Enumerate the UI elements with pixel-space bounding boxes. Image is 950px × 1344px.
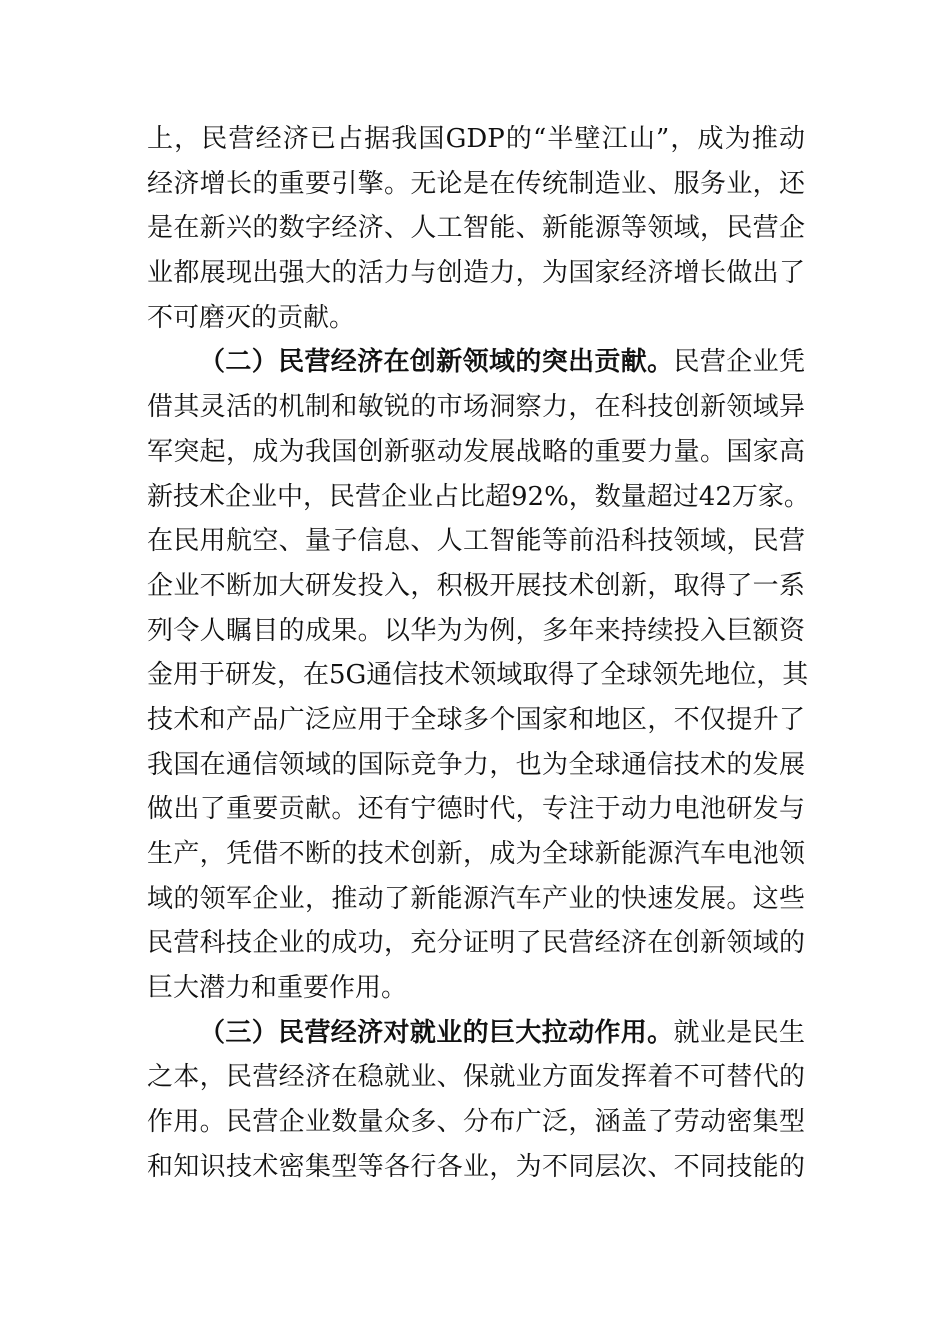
paragraph-text: 就业是民生 [673,1017,805,1048]
paragraph-line: 做出了重要贡献。还有宁德时代，专注于动力电池研发与 [147,794,805,825]
paragraph-line: 域的领军企业，推动了新能源汽车产业的快速发展。这些 [147,883,805,914]
paragraph-line: 巨大潜力和重要作用。 [147,973,408,1004]
paragraph-line: 在民用航空、量子信息、人工智能等前沿科技领域，民营 [147,526,805,557]
paragraph-line: 之本，民营经济在稳就业、保就业方面发挥着不可替代的 [147,1062,805,1093]
section-heading-line [147,1011,805,1056]
paragraph-line: 军突起，成为我国创新驱动发展战略的重要力量。国家高 [147,436,805,467]
paragraph-line: 作用。民营企业数量众多、分布广泛，涵盖了劳动密集型 [147,1107,805,1138]
paragraph-line: 企业不断加大研发投入，积极开展技术创新，取得了一系 [147,570,805,601]
paragraph-line: 生产，凭借不断的技术创新，成为全球新能源汽车电池领 [147,839,805,869]
body-text [147,117,810,1190]
paragraph-line: 技术和产品广泛应用于全球多个国家和地区，不仅提升了 [147,704,805,735]
paragraph-line: 金用于研发，在5G通信技术领域取得了全球领先地位，其 [147,660,809,691]
paragraph-line: 和知识技术密集型等各行各业，为不同层次、不同技能的 [147,1151,805,1182]
paragraph-line: 不可磨灭的贡献。 [147,302,356,333]
paragraph-text: 民营企业凭 [673,347,805,378]
paragraph-line: 我国在通信领域的国际竞争力，也为全球通信技术的发展 [147,749,805,780]
paragraph-line: 新技术企业中，民营企业占比超92%，数量超过42万家。 [147,481,810,512]
paragraph-line: 是在新兴的数字经济、人工智能、新能源等领域，民营企 [147,213,805,244]
section-heading-line [147,340,805,385]
paragraph-line: 经济增长的重要引擎。无论是在传统制造业、服务业，还 [147,168,805,199]
paragraph-line: 民营科技企业的成功，充分证明了民营经济在创新领域的 [147,928,805,959]
section-heading-innovation: （二）民营经济在创新领域的突出贡献。 [199,347,674,378]
paragraph-line: 上，民营经济已占据我国GDP的“半壁江山”，成为推动 [147,124,805,154]
section-heading-employment: （三）民营经济对就业的巨大拉动作用。 [199,1017,674,1048]
paragraph-line: 借其灵活的机制和敏锐的市场洞察力，在科技创新领域异 [147,392,805,423]
paragraph-line: 业都展现出强大的活力与创造力，为国家经济增长做出了 [147,258,805,289]
paragraph-line: 列令人瞩目的成果。以华为为例，多年来持续投入巨额资 [147,615,805,646]
